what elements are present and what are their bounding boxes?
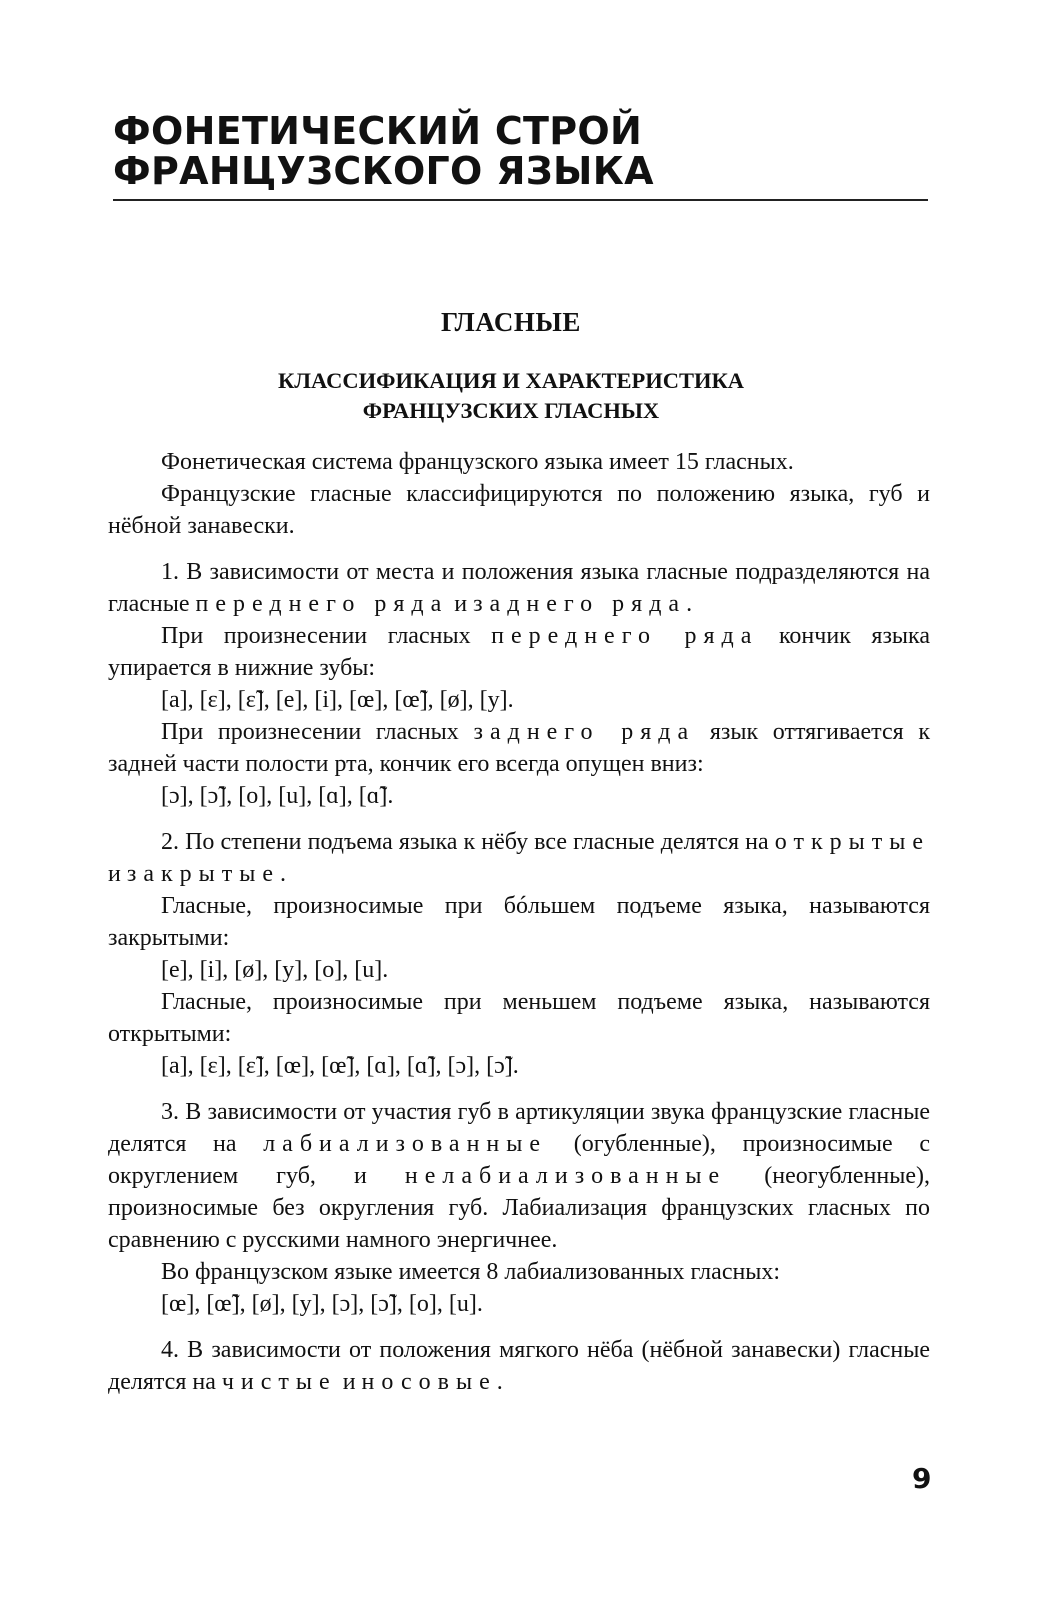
spaced-term: лабиализованные xyxy=(263,1131,548,1157)
title-underline xyxy=(113,199,928,201)
vowel-list-open: [a], [ɛ], [ɛ̃], [œ], [œ̃], [ɑ], [ɑ̃], [ɔ], [ɔ̃]. xyxy=(161,1053,519,1079)
paragraph-1: 1. В зависимости от места и положения языка гласные подразделяются на гласные переднего ряда и заднего ряда. xyxy=(108,559,930,617)
paragraph-2: 2. По степени подъема языка к нёбу все гласные делятся на открытые и закрытые. xyxy=(108,829,930,887)
paragraph-intro-2: Французские гласные классифицируются по положению языка, губ и нёбной занавески. xyxy=(108,481,930,539)
spaced-term: заднего ряда xyxy=(473,591,687,617)
vowel-list-front: [a], [ɛ], [ɛ̃], [e], [i], [œ], [œ̃], [ø], [y]. xyxy=(161,687,514,713)
paragraph-2-closed: Гласные, произносимые при бóльшем подъеме языка, называются закрытыми: xyxy=(108,893,930,951)
spaced-term: нелабиализованные xyxy=(404,1163,727,1189)
paragraph-1-front: При произнесении гласных переднего ряда кончик языка упирается в нижние зубы: xyxy=(108,623,931,681)
spaced-term: чистые xyxy=(221,1369,337,1395)
paragraph-1-back: При произнесении гласных заднего ряда язык оттягивается к задней части полости рта, кончик его всегда опущен вниз: xyxy=(108,719,930,777)
chapter-title: ФОНЕТИЧЕСКИЙ СТРОЙ ФРАНЦУЗСКОГО ЯЗЫКА xyxy=(113,109,654,193)
body-text xyxy=(108,446,930,1398)
paragraph-4: 4. В зависимости от положения мягкого нёба (нёбной занавески) гласные делятся на чистые и носовые. xyxy=(108,1337,930,1395)
spaced-term: переднего ряда xyxy=(195,591,449,617)
paragraph-intro-1: Фонетическая система французского языка имеет 15 гласных. xyxy=(161,449,794,475)
vowel-list-labial: [œ], [œ̃], [ø], [y], [ɔ], [ɔ̃], [o], [u]. xyxy=(161,1291,483,1317)
spaced-term: переднего ряда xyxy=(491,623,759,649)
vowel-list-back: [ɔ], [ɔ̃], [o], [u], [ɑ], [ɑ̃]. xyxy=(161,783,394,809)
spaced-term: закрытые xyxy=(126,861,281,887)
subsection-title: КЛАССИФИКАЦИЯ И ХАРАКТЕРИСТИКА ФРАНЦУЗСКИХ ГЛАСНЫХ xyxy=(277,368,745,423)
section-title: ГЛАСНЫЕ xyxy=(441,307,581,337)
paragraph-2-open: Гласные, произносимые при меньшем подъеме языка, называются открытыми: xyxy=(108,989,930,1047)
spaced-term: открытые xyxy=(774,829,930,855)
vowel-list-closed: [e], [i], [ø], [y], [o], [u]. xyxy=(161,957,389,983)
spaced-term: носовые xyxy=(361,1369,497,1395)
spaced-term: заднего ряда xyxy=(473,719,696,745)
paragraph-3: 3. В зависимости от участия губ в артикуляции звука французские гласные делятся на лабиализованные (огубленные), произносимые с округлением губ, и нелабиализованные (неогубленные), произносимые без округления губ. Лабиализация французских гласных по сравнению с русскими намного энергичнее. xyxy=(108,1099,930,1253)
paragraph-3-count: Во французском языке имеется 8 лабиализованных гласных: xyxy=(161,1259,781,1285)
page-number: 9 xyxy=(912,1462,932,1495)
